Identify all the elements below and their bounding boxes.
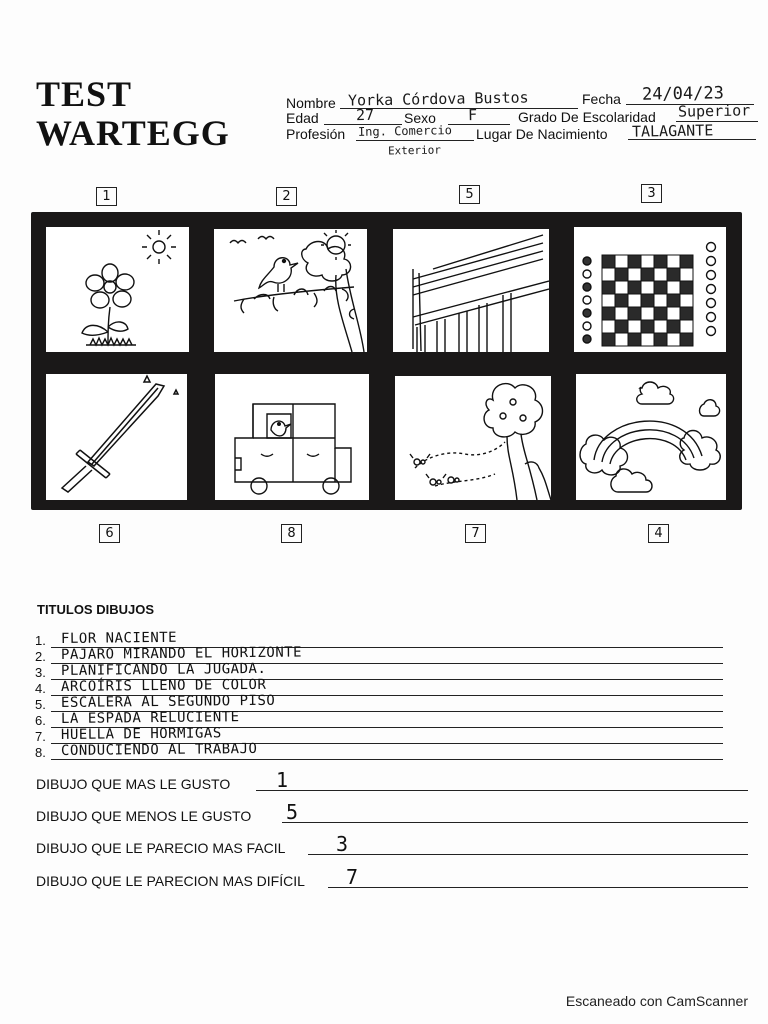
profesion-line (356, 140, 474, 141)
profesion-value-2: Exterior (387, 143, 442, 158)
nombre-value: Yorka Córdova Bustos (347, 88, 529, 110)
scanner-watermark: Escaneado con CamScanner (565, 993, 748, 1009)
question-answer: 7 (346, 865, 359, 889)
title-text: FLOR NACIENTE (60, 629, 178, 647)
title-number: 8. (35, 745, 46, 760)
grado-label: Grado De Escolaridad (518, 109, 656, 125)
title-underline (51, 759, 723, 760)
question-label: DIBUJO QUE MENOS LE GUSTO (36, 808, 252, 824)
question-answer: 1 (276, 768, 289, 792)
drawing-cell-5 (46, 374, 187, 500)
bottom-number-box-1: 6 (99, 524, 120, 543)
question-underline (308, 854, 748, 855)
title-text: ESCALERA AL SEGUNDO PISO (60, 692, 276, 711)
sexo-value: F (467, 105, 478, 125)
title-number: 2. (35, 649, 46, 664)
car-with-bird-drawing (215, 374, 369, 500)
drawing-cell-6 (215, 374, 369, 500)
bottom-number-box-3: 7 (465, 524, 486, 543)
sexo-label: Sexo (404, 110, 436, 126)
wartegg-drawing-board (31, 212, 742, 510)
staircase-lines-drawing (393, 229, 549, 352)
lugar-value: TALAGANTE (631, 121, 714, 141)
title-text: PLANIFICANDO LA JUGADA. (60, 660, 267, 679)
question-underline (328, 887, 748, 888)
title-text: ARCOÍRIS LLENO DE COLOR (60, 676, 267, 695)
question-row (36, 768, 748, 794)
question-answer: 5 (286, 800, 299, 824)
drawing-cell-4 (574, 227, 726, 352)
rainbow-clouds-drawing (576, 374, 726, 500)
question-row (36, 800, 748, 826)
top-number-box-2: 2 (276, 187, 297, 206)
edad-label: Edad (286, 110, 319, 126)
question-row (36, 832, 748, 858)
title-text: LA ESPADA RELUCIENTE (60, 709, 240, 727)
drawing-cell-7 (395, 376, 551, 500)
question-underline (256, 790, 748, 791)
question-answer: 3 (336, 832, 349, 856)
bottom-number-box-4: 4 (648, 524, 669, 543)
drawing-cell-1 (46, 227, 189, 352)
title-text: HUELLA DE HORMIGAS (60, 725, 222, 743)
title-number: 4. (35, 681, 46, 696)
checkerboard-drawing (574, 227, 726, 352)
question-label: DIBUJO QUE LE PARECIO MAS FACIL (36, 840, 286, 856)
test-title-line2: WARTEGG (36, 113, 230, 153)
bottom-number-box-2: 8 (281, 524, 302, 543)
title-number: 6. (35, 713, 46, 728)
title-number: 1. (35, 633, 46, 648)
question-label: DIBUJO QUE LE PARECION MAS DIFÍCIL (36, 873, 305, 889)
drawing-cell-3 (393, 229, 549, 352)
top-number-box-1: 1 (96, 187, 117, 206)
title-row (35, 740, 725, 761)
title-number: 7. (35, 729, 46, 744)
bird-on-branch-drawing (214, 229, 367, 352)
grado-value: Superior (677, 101, 751, 121)
top-number-box-4: 3 (641, 184, 662, 203)
question-underline (282, 822, 748, 823)
nombre-label: Nombre (286, 95, 336, 111)
fecha-label: Fecha (582, 91, 621, 107)
drawing-cell-8 (576, 374, 726, 500)
top-number-box-3: 5 (459, 185, 480, 204)
question-label: DIBUJO QUE MAS LE GUSTO (36, 776, 231, 792)
profesion-label: Profesión (286, 126, 346, 142)
fecha-value: 24/04/23 (641, 83, 725, 105)
title-number: 5. (35, 697, 46, 712)
flower-with-sun-drawing (46, 227, 189, 352)
titles-heading: TITULOS DIBUJOS (37, 602, 155, 617)
title-number: 3. (35, 665, 46, 680)
edad-value: 27 (355, 105, 375, 125)
title-text: CONDUCIENDO AL TRABAJO (60, 740, 258, 759)
question-row (36, 865, 748, 891)
title-text: PAJARO MIRANDO EL HORIZONTE (60, 644, 303, 663)
sword-drawing (46, 374, 187, 500)
profesion-value: Ing. Comercio (357, 123, 453, 139)
sexo-line (448, 124, 510, 125)
tree-and-ants-drawing (395, 376, 551, 500)
test-title-line1: TEST (36, 74, 133, 114)
drawing-cell-2 (214, 229, 367, 352)
lugar-label: Lugar De Nacimiento (476, 126, 608, 142)
